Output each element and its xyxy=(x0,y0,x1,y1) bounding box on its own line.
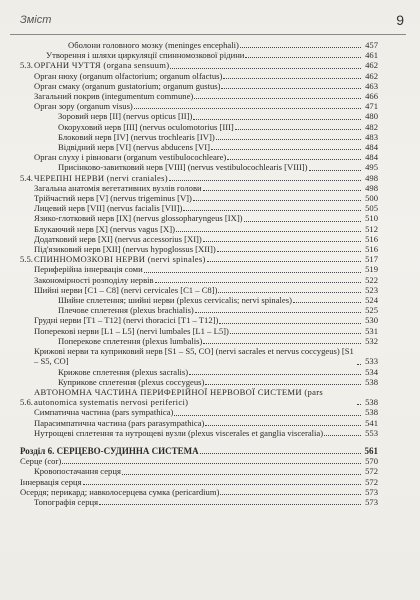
toc-entry-label: Загальна анатомія вегетативних вузлів голови xyxy=(34,182,202,193)
toc-entry-label: Блукаючий нерв [X] (nervus vagus [X]) xyxy=(34,223,175,234)
toc-section-entry xyxy=(20,60,378,70)
toc-entry xyxy=(20,477,378,487)
toc-page-number: 498 xyxy=(365,172,378,183)
dot-leader xyxy=(245,57,361,58)
toc-page-number: 510 xyxy=(365,213,378,224)
toc-entry xyxy=(20,152,378,162)
toc-entry-label: Парасимпатична частина (pars parasympathica) xyxy=(34,417,205,428)
dot-leader xyxy=(174,415,361,416)
dot-leader xyxy=(170,68,361,69)
toc-entry-label: Поперекові нерви [L1 – L5] (nervi lumbales [L1 – L5]) xyxy=(34,325,229,336)
toc-page-number: 516 xyxy=(365,233,378,244)
toc-entry xyxy=(20,326,378,336)
toc-section-entry xyxy=(20,387,378,407)
toc-entry-label: Серце (cor) xyxy=(20,456,62,467)
toc-page-number: 512 xyxy=(365,223,378,234)
dot-leader xyxy=(203,190,361,191)
toc-section-number: 5.5. xyxy=(20,254,33,265)
toc-entry-label: Нутрощеві сплетення та нутрощеві вузли (plexus viscerales et ganglia visceralia) xyxy=(34,427,324,438)
toc-page-number: 483 xyxy=(365,131,378,142)
dot-leader xyxy=(220,494,361,495)
toc-entry xyxy=(20,275,378,285)
toc-page-number: 534 xyxy=(365,366,378,377)
dot-leader xyxy=(357,364,361,365)
toc-entry-label: Окоруховий нерв [III] (nervus oculomotorius [III] xyxy=(58,121,234,132)
toc-entry-label: СПИННОМОЗКОВІ НЕРВИ (nervi spinales) xyxy=(34,254,206,265)
toc-entry-label: ОРГАНИ ЧУТТЯ (organa sensuum) xyxy=(34,60,170,71)
running-header xyxy=(10,12,406,35)
toc-entry xyxy=(20,244,378,254)
toc-entry-label: АВТОНОМНА ЧАСТИНА ПЕРИФЕРІЙНОЇ НЕРВОВОЇ СИСТЕМИ (pars autonomica systematis nervosi periferici) xyxy=(34,386,324,408)
toc-page-number: 457 xyxy=(365,40,378,50)
dot-leader xyxy=(193,200,361,201)
toc-entry xyxy=(20,40,378,50)
toc-section-entry xyxy=(20,254,378,264)
toc-page-number: 517 xyxy=(365,254,378,265)
toc-page-number: 466 xyxy=(365,91,378,102)
dot-leader xyxy=(240,47,361,48)
toc-entry-label: Топографія серця xyxy=(34,496,99,507)
toc-entry xyxy=(20,407,378,417)
toc-entry-label: Оболони головного мозку (meninges encephali) xyxy=(68,40,239,50)
toc-entry xyxy=(20,111,378,121)
dot-leader xyxy=(221,88,361,89)
toc-entry-label: Кровопостачання серця xyxy=(34,466,121,477)
toc-entry xyxy=(20,162,378,172)
dot-leader xyxy=(203,241,361,242)
dot-leader xyxy=(230,333,361,334)
toc-entry xyxy=(20,456,378,466)
toc-page-number: 498 xyxy=(365,182,378,193)
toc-page-number: 553 xyxy=(365,427,378,438)
dot-leader xyxy=(207,261,361,262)
toc-entry-label: Шийні нерви [C1 – C8] (nervi cervicales [C1 – C8]) xyxy=(34,284,218,295)
dot-leader xyxy=(169,180,361,181)
toc-entry-label: Орган слуху і рівноваги (organum vestibulocochleare) xyxy=(34,152,227,163)
toc-section-number: 5.4. xyxy=(20,172,33,183)
toc-page-number: 572 xyxy=(365,466,378,477)
toc-entry-label: Орган зору (organum visus) xyxy=(34,101,133,112)
toc-entry xyxy=(20,183,378,193)
toc-entry xyxy=(20,142,378,152)
toc-page-number: 570 xyxy=(365,456,378,467)
toc-page-number: 525 xyxy=(365,305,378,316)
toc-entry-label: ЧЕРЕПНІ НЕРВИ (nervi craniales) xyxy=(34,172,168,183)
dot-leader xyxy=(144,272,361,273)
toc-page-number: 462 xyxy=(365,70,378,81)
toc-entry-label: Розділ 6. СЕРЦЕВО-СУДИННА СИСТЕМА xyxy=(20,445,199,456)
toc-page-number: 538 xyxy=(365,397,378,408)
toc-page-number: 530 xyxy=(365,315,378,326)
toc-entry xyxy=(20,336,378,346)
toc-entry-label: Блоковий нерв [IV] (nervus trochlearis [IV]) xyxy=(58,131,215,142)
toc-entry xyxy=(20,101,378,111)
toc-section-number: 5.6. xyxy=(20,397,33,408)
toc-entry xyxy=(20,71,378,81)
toc-page-number: 523 xyxy=(365,284,378,295)
toc-page-number: 516 xyxy=(365,244,378,255)
toc-page-number: 462 xyxy=(365,60,378,71)
dot-leader xyxy=(99,504,361,505)
toc-entry-label: Осердя; перикард; навколосерцева сумка (pericardium) xyxy=(20,486,220,497)
toc-entry-label: Додатковий нерв [XI] (nervus accessorius [XI]) xyxy=(34,233,202,244)
dot-leader xyxy=(183,210,361,211)
toc-page-number: 463 xyxy=(365,80,378,91)
toc-entry-label: Загальний покрив (integumentum commune) xyxy=(34,91,194,102)
toc-page-number: 495 xyxy=(365,162,378,173)
dot-leader xyxy=(62,463,361,464)
toc-page-number: 531 xyxy=(365,325,378,336)
toc-page-number: 482 xyxy=(365,121,378,132)
toc-entry-label: Закономірності розподілу нервів xyxy=(34,274,154,285)
toc-entry-label: Трійчастий нерв [V] (nervus trigeminus [V]) xyxy=(34,193,192,204)
toc-page-number: 480 xyxy=(365,111,378,122)
toc-entry xyxy=(20,285,378,295)
toc-entry-label: Присінково-завитковий нерв [VIII] (nervus vestibulocochlearis [VIII]) xyxy=(58,162,308,173)
dot-leader xyxy=(219,323,361,324)
toc-entry xyxy=(20,367,378,377)
toc-entry-label: Шийне сплетення; шийні нерви (plexus cervicalis; nervi spinales) xyxy=(58,295,292,306)
toc-page-number: 533 xyxy=(365,356,378,367)
toc-entry-label: Периферійна іннервація соми xyxy=(34,264,143,275)
toc-entry-label: Грудні нерви [T1 – T12] (nervi thoracici [T1 – T12]) xyxy=(34,315,219,326)
dot-leader xyxy=(134,108,361,109)
dot-leader xyxy=(218,292,361,293)
toc-entry-label: Симпатична частина (pars sympathica) xyxy=(34,407,174,418)
toc-page-number: 461 xyxy=(365,50,378,61)
toc-entry-label: Язико-глотковий нерв [IX] (nervus glossopharyngeus [IX]) xyxy=(34,213,243,224)
toc-entry xyxy=(20,213,378,223)
toc-page-number: 500 xyxy=(365,193,378,204)
toc-entry xyxy=(20,234,378,244)
toc-entry-label: Утворення і шляхи циркуляції спинномозкової рідини xyxy=(46,50,245,61)
toc-entry-label: Орган смаку (organum gustatorium; organum gustus) xyxy=(34,80,221,91)
toc-page-number: 524 xyxy=(365,295,378,306)
table-of-contents xyxy=(20,40,378,507)
toc-page-number: 573 xyxy=(365,496,378,507)
dot-leader xyxy=(293,302,361,303)
toc-entry-label: Під'язиковий нерв [XII] (nervus hypoglossus [XII]) xyxy=(34,244,216,255)
toc-entry-label: Поперекове сплетення (plexus lumbalis) xyxy=(58,335,203,346)
toc-entry xyxy=(20,428,378,438)
toc-page-number: 519 xyxy=(365,264,378,275)
toc-entry xyxy=(20,377,378,387)
toc-entry xyxy=(20,193,378,203)
dot-leader xyxy=(193,119,361,120)
toc-entry xyxy=(20,346,378,366)
toc-page-number: 573 xyxy=(365,486,378,497)
dot-leader xyxy=(217,251,361,252)
toc-page-number: 505 xyxy=(365,203,378,214)
toc-entry xyxy=(20,315,378,325)
dot-leader xyxy=(216,139,361,140)
toc-section-entry xyxy=(20,173,378,183)
dot-leader xyxy=(155,282,361,283)
toc-page-number: 484 xyxy=(365,142,378,153)
dot-leader xyxy=(235,129,361,130)
dot-leader xyxy=(83,484,361,485)
toc-entry xyxy=(20,466,378,476)
toc-entry xyxy=(20,224,378,234)
toc-entry xyxy=(20,81,378,91)
dot-leader xyxy=(203,343,361,344)
dot-leader xyxy=(200,453,361,454)
toc-entry xyxy=(20,122,378,132)
header-page-number: 9 xyxy=(396,12,404,28)
toc-page-number: 541 xyxy=(365,417,378,428)
toc-entry xyxy=(20,487,378,497)
header-title: Зміст xyxy=(20,14,52,26)
toc-entry-label: Відвідний нерв [VI] (nervus abducens [VI] xyxy=(58,142,210,153)
toc-entry-label: Іннервація серця xyxy=(20,476,82,487)
dot-leader xyxy=(205,425,361,426)
toc-entry xyxy=(20,132,378,142)
dot-leader xyxy=(357,404,361,405)
dot-leader xyxy=(324,435,361,436)
toc-entry-label: Куприкове сплетення (plexus coccygeus) xyxy=(58,376,205,387)
toc-entry xyxy=(20,203,378,213)
toc-entry xyxy=(20,497,378,507)
toc-section-number: 5.3. xyxy=(20,60,33,71)
toc-entry-label: Орган нюху (organum olfactorium; organum olfactus) xyxy=(34,70,223,81)
dot-leader xyxy=(205,384,361,385)
toc-entry xyxy=(20,91,378,101)
toc-page-number: 572 xyxy=(365,476,378,487)
dot-leader xyxy=(194,98,361,99)
toc-page-number: 532 xyxy=(365,335,378,346)
toc-entry-label: Крижові нерви та куприковий нерв [S1 – S5, CO] (nervi sacrales et nervus coccygeus) [S1 – S5, CO] xyxy=(34,346,354,367)
toc-page-number: 484 xyxy=(365,152,378,163)
toc-page-number: 538 xyxy=(365,407,378,418)
dot-leader xyxy=(195,312,361,313)
toc-entry xyxy=(20,305,378,315)
toc-page-number: 561 xyxy=(364,445,378,456)
dot-leader xyxy=(176,231,361,232)
toc-page-number: 538 xyxy=(365,376,378,387)
toc-entry-label: Плечове сплетення (plexus brachialis) xyxy=(58,305,194,316)
dot-leader xyxy=(244,221,361,222)
toc-entry-label: Лицевий нерв [VII] (nervus facialis [VII]) xyxy=(34,203,183,214)
toc-entry-label: Крижове сплетення (plexus sacralis) xyxy=(58,366,189,377)
toc-entry xyxy=(20,418,378,428)
toc-entry xyxy=(20,264,378,274)
dot-leader xyxy=(189,374,361,375)
dot-leader xyxy=(122,474,361,475)
toc-entry-label: Зоровий нерв [II] (nervus opticus [II]) xyxy=(58,111,193,122)
toc-entry xyxy=(20,295,378,305)
dot-leader xyxy=(223,78,361,79)
toc-page-number: 522 xyxy=(365,274,378,285)
toc-entry xyxy=(20,50,378,60)
toc-page-number: 471 xyxy=(365,101,378,112)
toc-chapter-entry xyxy=(20,446,378,456)
dot-leader xyxy=(309,170,361,171)
dot-leader xyxy=(227,159,361,160)
dot-leader xyxy=(211,149,361,150)
